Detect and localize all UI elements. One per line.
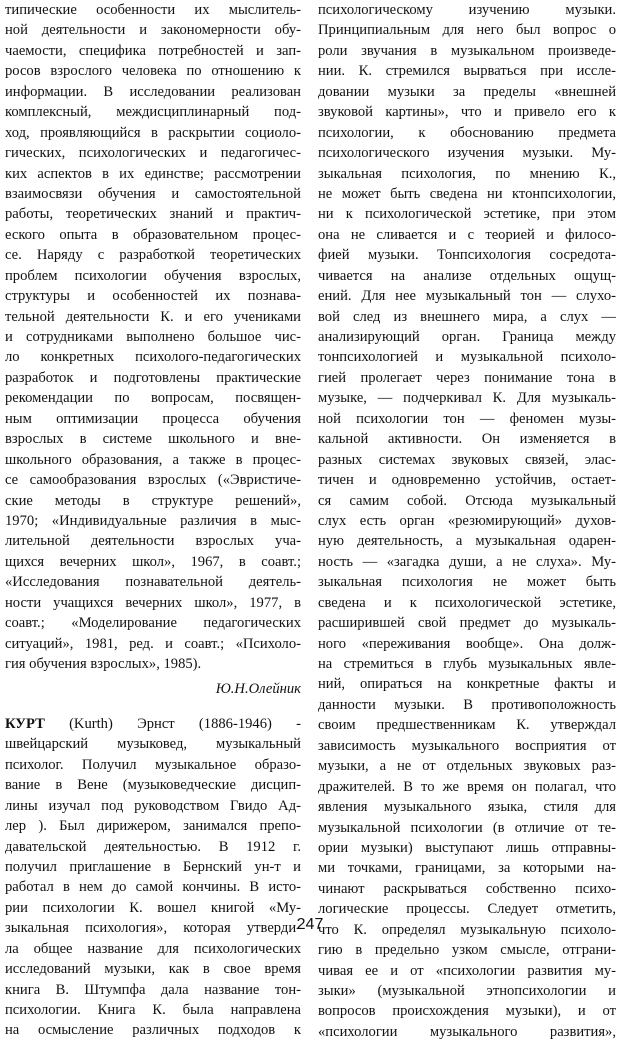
text-line: ности учащихся вечерних школ», 1977, в — [5, 594, 301, 611]
text-line: гию в предельно узком смысле, отграни- — [318, 942, 616, 959]
text-line: ений. Для нее музыкальный тон — слухо- — [318, 288, 616, 305]
text-line: не может быть сведена ни ктонпсихологии, — [318, 185, 616, 202]
text-line: гией пролегает через понимание тона в — [318, 369, 616, 386]
text-line: зыки» (музыкальной этнопсихологии и — [318, 983, 616, 999]
text-line: ла общее название для психологических — [5, 940, 301, 957]
text-line: психологического изучения музыки. Му- — [318, 145, 616, 162]
text-line: вопросов происхождения музыки), и от — [318, 1003, 616, 1020]
text-line: на осмысление различных подходов к — [5, 1022, 301, 1039]
text-line: психолог. Получил музыкальное образо- — [5, 756, 301, 773]
text-line: зыкальная психология», которая утверди- — [5, 920, 301, 937]
right-column — [318, 0, 616, 1042]
text-line: ной деятельности и закономерности обу- — [5, 22, 301, 39]
text-line: «Исследования познавательной деятель- — [5, 574, 301, 591]
text-line: она не сливается и с теорией и филосо- — [318, 226, 616, 243]
text-line: се. Наряду с разработкой теоретических — [5, 247, 301, 264]
text-line: соавт.; «Моделирование педагогических — [5, 615, 301, 632]
text-line: вой след из внешнего мира, а слух — — [318, 308, 616, 325]
text-line: вание в Вене (музыковедческие дисцип- — [5, 777, 301, 794]
text-line: ся самим собой. Отсюда музыкальный — [318, 492, 616, 509]
text-line: роли звучания в музыкальном произведе- — [318, 42, 616, 59]
text-line: дражителей. В то же время он полагал, что — [318, 778, 616, 795]
text-line: Принципиальным для него был вопрос о — [318, 22, 616, 39]
text-line: зыкальная психология, по мнению К., — [318, 165, 616, 182]
text-line: психологии. Книга К. была направлена — [5, 1002, 301, 1018]
text-line: информации. В исследовании реализован — [5, 83, 301, 100]
text-line: росов взрослого человека по отношению к — [5, 63, 301, 80]
text-line: зыкальная психология не может быть — [318, 574, 616, 591]
text-line: сведена и к психологической эстетике, — [318, 594, 616, 611]
text-line: звуковой картины», что и привело его к — [318, 104, 616, 121]
text-line: тонпсихологией и музыкальной психоло- — [318, 349, 616, 366]
text-line: гия обучения взрослых», 1985). — [5, 656, 202, 672]
text-line: работы, теоретических знаний и практич- — [5, 206, 301, 223]
text-line: психологии, к обоснованию предмета — [318, 124, 616, 141]
text-line: типические особенности их мыслитель- — [5, 2, 301, 18]
dictionary-entry-kurt — [5, 714, 301, 1041]
text-line: рекомендации по вопросам, посвящен- — [5, 390, 301, 407]
text-line: зависимость музыкального восприятия от — [318, 737, 616, 754]
text-line: разных системах звуковых связей, элас- — [318, 451, 616, 468]
text-line: довании музыки за пределы «внешней — [318, 83, 616, 100]
text-line: швейцарский музыковед, музыкальный — [5, 736, 301, 753]
text-line: тичен и одновременно устойчив, остает- — [318, 472, 616, 489]
text-line: ний, опираться на конкретные факты и — [318, 676, 616, 693]
text-line: давательской деятельностью. В 1912 г. — [5, 838, 301, 855]
text-line: логические процессы. Следует отметить, — [318, 901, 616, 918]
text-line: на стремиться в глубь музыкальных явле- — [318, 656, 616, 672]
text-line: ории музыки) выступают лишь отправны- — [318, 839, 616, 856]
text-line: получил приглашение в Бернский ун-т и — [5, 858, 301, 875]
left-column — [5, 0, 301, 1041]
text-line: ло конкретных психолого-педагогических — [5, 349, 301, 366]
text-line: музыке, — подчеркивал К. Для музыкаль- — [318, 390, 616, 407]
text-line: рии психологии К. вошел книгой «Му- — [5, 899, 301, 916]
text-line: расширившей свой предмет до музыкаль- — [318, 615, 616, 632]
text-line: данности музыки. В противоположность — [318, 696, 616, 713]
text-line: работал в нем до самой кончины. В исто- — [5, 879, 301, 896]
entry-spacer — [5, 700, 301, 714]
text-line: се самообразования взрослых («Эвристиче- — [5, 472, 301, 489]
text-line: взрослых в системе школьного и вне- — [5, 431, 301, 448]
text-line: ную деятельность, а музыкальная одарен- — [318, 533, 616, 550]
text-line: ной психологии тон — феномен музы- — [318, 410, 616, 427]
text-line: ких аспектов в их единстве; рассмотрении — [5, 165, 301, 182]
text-line: взаимосвязи обучения и самостоятельной — [5, 185, 301, 202]
text-line: гических, психологических и педагогичес- — [5, 145, 301, 162]
text-line: ность — «загадка души, а не слуха». Му- — [318, 553, 616, 570]
entry-headword: КУРТ — [5, 715, 45, 732]
text-line: лер ). Был дирижером, занимался препо- — [5, 818, 301, 835]
text-line: структуры и особенностей их познава- — [5, 288, 301, 305]
text-line: чаемости, специфика потребностей и зап- — [5, 42, 301, 59]
text-line: ские методы в структуре решений», — [5, 492, 301, 509]
text-line: музыкальной психологии (в отличие от те- — [318, 819, 616, 836]
text-line: явления музыкального языка, стиля для — [318, 799, 616, 816]
text-line: кальной активности. Он изменяется в — [318, 431, 616, 448]
text-line: ситуаций», 1981, ред. и соавт.; «Психоло- — [5, 635, 301, 652]
entry-first-line — [5, 714, 301, 734]
text-line: тельной деятельности К. и его учениками — [5, 308, 301, 325]
text-line: книга В. Штумпфа дала название тон- — [5, 981, 301, 998]
text-line: что К. определял музыкальную психоло- — [318, 921, 616, 938]
text-line: лительной деятельности взрослых уча- — [5, 533, 301, 550]
text-line: ни к психологической эстетике, при этом — [318, 206, 616, 223]
entry-first-line-text: (Kurth) Эрнст (1886-1946) - — [44, 715, 301, 732]
text-line: щихся вечерних школ», 1967, в соавт.; — [5, 553, 301, 570]
text-line: комплексный, междисциплинарный под- — [5, 104, 301, 121]
text-line: чивается на анализе отдельных ощущ- — [318, 267, 616, 284]
text-line: ход, проявляющийся в раскрытии социоло- — [5, 124, 301, 141]
text-line: проблем психологии обучения взрослых, — [5, 267, 301, 284]
text-line: «психологии музыкального развития», — [318, 1023, 616, 1040]
text-line: нии. К. стремился вырваться при иссле- — [318, 63, 616, 80]
text-line: 1970; «Индивидуальные различия в мыс- — [5, 512, 301, 529]
text-line: и сотрудниками выполнено большое чис- — [5, 329, 301, 345]
text-line: чивая ее и от «психологии развития му- — [318, 962, 616, 979]
previous-entry-continuation — [5, 0, 301, 674]
text-line: музыки, а не от отдельных звуковых раз- — [318, 758, 616, 775]
page-number: 247 — [296, 916, 324, 933]
text-line: своим предшественникам К. утверждал — [318, 717, 616, 734]
text-line: школьного образования, а также в процес- — [5, 451, 301, 468]
text-line: еского опыта в образовательном процес- — [5, 226, 301, 243]
text-line: лины изучал под руководством Гвидо Ад- — [5, 797, 301, 814]
text-line: психологическому изучению музыки. — [318, 2, 616, 18]
text-line: фией музыки. Тонпсихология сосредота- — [318, 247, 616, 264]
text-line: ми точками, границами, за которыми на- — [318, 860, 616, 877]
text-line: анализирующий орган. Граница между — [318, 329, 616, 345]
text-line: разработок и подготовлены практические — [5, 369, 301, 386]
text-line: ным оптимизации процесса обучения — [5, 410, 301, 427]
text-line: слух есть орган «резюмирующий» духов- — [318, 512, 616, 529]
text-line: ного «переживания вообще». Она долж- — [318, 635, 616, 652]
text-line: чинают раскрываться собственно психо- — [318, 880, 616, 897]
text-line: исследований музыки, как в свое время — [5, 961, 301, 978]
author-signature: Ю.Н.Олейник — [215, 681, 301, 698]
